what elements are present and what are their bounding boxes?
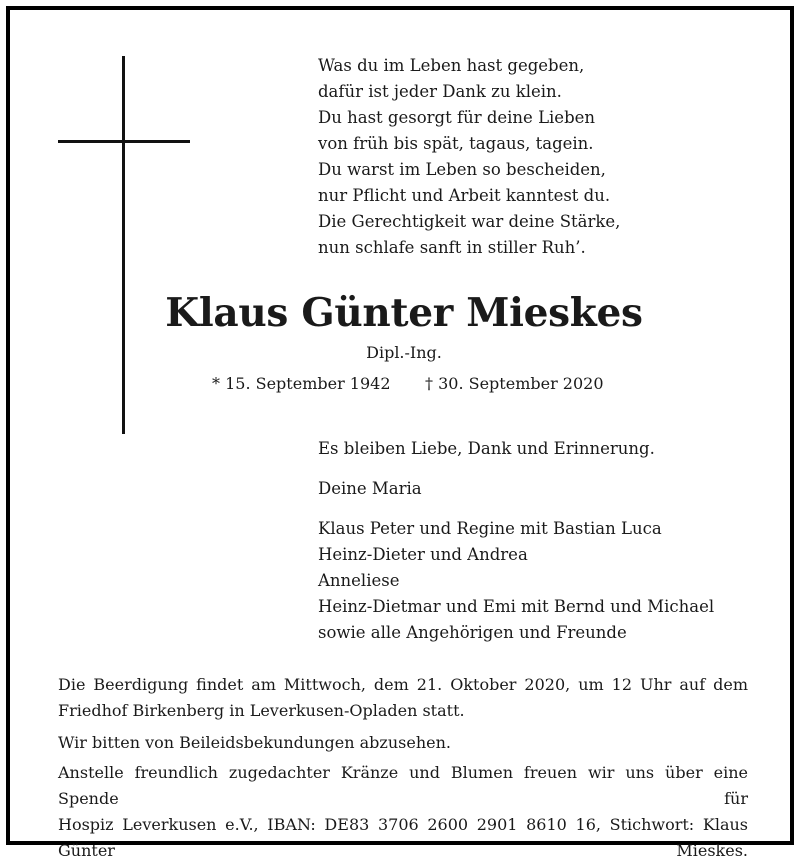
poem-line: Du hast gesorgt für deine Lieben — [318, 108, 596, 127]
farewell-line: Es bleiben Liebe, Dank und Erinnerung. — [318, 439, 655, 458]
poem-line: nun schlafe sanft in stiller Ruh’. — [318, 238, 586, 257]
poem — [318, 53, 620, 261]
deceased-name: Klaus Günter Mieskes — [165, 290, 643, 336]
donation-line: Hospiz Leverkusen e.V., IBAN: DE83 3706 2600 2901 8610 16, Stichwort: Klaus Günter Mieskes. — [58, 815, 748, 860]
poem-line: Was du im Leben hast gegeben, — [318, 56, 585, 75]
funeral-info: Die Beerdigung findet am Mittwoch, dem 21. Oktober 2020, um 12 Uhr auf dem Friedhof Birkenberg in Leverkusen-Opladen statt. — [58, 675, 748, 720]
wife-signature: Deine Maria — [318, 479, 422, 498]
condolence-note: Wir bitten von Beileidsbekundungen abzusehen. — [58, 733, 451, 752]
poem-line: nur Pflicht und Arbeit kanntest du. — [318, 186, 611, 205]
family-member: Heinz-Dieter und Andrea — [318, 545, 528, 564]
family-member: sowie alle Angehörigen und Freunde — [318, 623, 627, 642]
family-list — [318, 516, 714, 646]
family-member: Heinz-Dietmar und Emi mit Bernd und Michael — [318, 597, 715, 616]
poem-line: von früh bis spät, tagaus, tagein. — [318, 134, 594, 153]
obituary-notice — [6, 6, 794, 860]
family-member: Anneliese — [318, 571, 400, 590]
donation-note — [58, 760, 748, 864]
poem-line: dafür ist jeder Dank zu klein. — [318, 82, 562, 101]
poem-line: Die Gerechtigkeit war deine Stärke, — [318, 212, 621, 231]
deceased-title: Dipl.-Ing. — [366, 343, 442, 362]
donation-line: Anstelle freundlich zugedachter Kränze und Blumen freuen wir uns über eine Spende für — [58, 763, 748, 808]
poem-line: Du warst im Leben so bescheiden, — [318, 160, 606, 179]
birth-date: * 15. September 1942 — [212, 374, 391, 393]
family-member: Klaus Peter und Regine mit Bastian Luca — [318, 519, 662, 538]
cross-vertical-bar — [122, 56, 125, 434]
cross-horizontal-bar — [58, 140, 190, 143]
death-date: † 30. September 2020 — [425, 374, 604, 393]
